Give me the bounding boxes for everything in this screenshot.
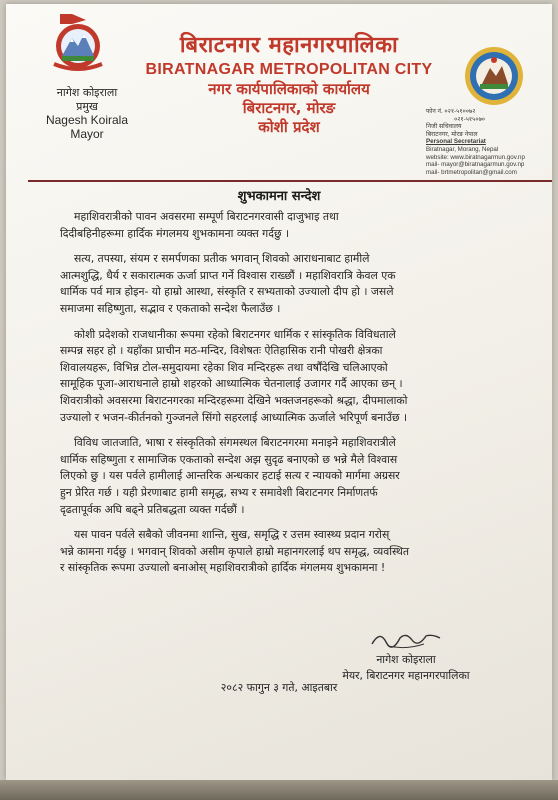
text-line: हुन प्रेरित गर्छ । यही प्रेरणाबाट हामी समृद्ध, सभ्य र समावेशी बिराटनगर निर्माणतर्फ [60,485,378,499]
contact-line: mail- mayor@biratnagarmun.gov.np [426,161,525,169]
contact-line: mail- brtmetropolitan@gmail.com [426,168,517,176]
text-line: लिएको छु । यस पर्वले हामीलाई आन्तरिक अन्धकार हटाई सत्य र न्यायको मार्गमा अग्रसर [60,469,400,483]
contact-line: website: www.biratnagarmun.gov.np [426,153,525,161]
text-line: दिदीबहिनीहरूमा हार्दिक मंगलमय शुभकामना व्यक्त गर्दछु । [60,226,290,240]
metropolitan-logo-icon [462,44,526,108]
contact-line: ०२१-५१५०७० [454,115,486,123]
text-line: यस पावन पर्वले सबैको जीवनमा शान्ति, सुख, समृद्धि र उत्तम स्वास्थ्य प्रदान गरोस् [74,528,390,542]
contact-line: Biratnagar, Morang, Nepal [426,145,499,153]
background-surface [0,780,558,800]
org-header [134,32,444,137]
office-name: नगर कार्यपालिकाको कार्यालय [208,80,370,98]
text-line: समाजमा सहिष्णुता, सद्भाव र एकताको सन्देश फैलाउँछ । [60,301,281,315]
text-line: शिवरात्रीको अवसरमा बिराटनगरका मन्दिरहरूमा देखिने भक्तजनहरूको श्रद्धा, दीपमालाको [60,393,408,407]
mayor-title-en: Mayor [70,127,104,141]
signature-block [306,626,506,684]
text-line: महाशिवरात्रीको पावन अवसरमा सम्पूर्ण बिराटनगरवासी दाजुभाइ तथा [74,210,339,223]
mayor-name-en: Nagesh Koirala [45,113,129,127]
office-address: बिराटनगर, मोरङ [242,99,336,117]
text-line: उज्यालो र भजन-कीर्तनको गुञ्जनले सिंगो सहरलाई आध्यात्मिक ऊर्जाले भरिपूर्ण बनाउँछ । [60,410,408,424]
mayor-block [32,86,142,141]
mayor-title-np: प्रमुख [76,99,98,113]
text-line: भन्ने कामना गर्दछु । भगवान् शिवको असीम कृपाले हाम्रो महानगरलाई थप समृद्ध, व्यवस्थित [60,544,410,558]
org-name-np: बिराटनगर महानगरपालिका [179,33,399,58]
text-line: सामूहिक पूजा-आराधनाले हाम्रो शहरको आध्यात्मिक चेतनालाई उजागर गर्दै आएका छन् । [60,377,403,391]
text-line: धार्मिक सहिष्णुता र सामाजिक एकताको सन्देश अझ सुदृढ बनाएको छ भन्ने मैले विश्वास [60,452,398,466]
paragraph [60,251,530,317]
paragraph [60,209,530,242]
letter-page [6,4,552,780]
paragraph [60,327,530,427]
handwritten-signature [366,626,446,652]
paragraph [60,435,530,518]
contact-line: फोन नं. ०२१-५१००७२ [426,108,476,115]
contact-line: बिराटनगर, मोरङ नेपाल [426,130,478,138]
province-name: कोशी प्रदेश [258,118,320,136]
text-line: दृढतापूर्वक अघि बढ्ने प्रतिबद्धता व्यक्त गर्दछौं । [60,502,245,516]
nepal-emblem-icon [46,12,110,76]
contact-line: निजी सचिवालय [426,123,462,131]
text-line: धार्मिक पर्व मात्र होइन- यो हाम्रो आस्था, संस्कृति र सभ्यताको उज्यालो दीप हो । जसले [60,285,394,299]
text-line: शिवालयहरू, विभिन्न टोल-समुदायमा रहेका शिव मन्दिरहरू तथा वर्षौंदेखि चलिआएको [60,360,388,374]
signer-name: नागेश कोइराला [376,653,436,666]
paragraph [60,527,530,577]
text-line: सम्पन्न सहर हो । यहाँका प्राचीन मठ-मन्दिर, विशेषतः ऐतिहासिक रानी पोखरी क्षेत्रका [60,344,383,358]
contact-line: Personal Secretariat [426,138,486,146]
text-line: कोशी प्रदेशको राजधानीका रूपमा रहेको बिराटनगर धार्मिक र सांस्कृतिक विविधताले [74,327,396,341]
header-divider [28,180,552,182]
letter-body [60,209,530,586]
text-line: सत्य, तपस्या, संयम र समर्पणका प्रतीक भगवान् शिवको आराधनाबाट हामीले [74,252,370,266]
letter-date: २०८२ फागुन ३ गते, आइतबार [220,681,338,694]
signer-title: मेयर, बिराटनगर महानगरपालिका [342,669,470,682]
text-line: आत्मशुद्धि, धैर्य र सकारात्मक ऊर्जा प्राप्त गर्ने विश्वास राख्छौं । महाशिवरात्रि केवल एक [60,268,396,282]
contact-block [426,108,552,176]
mayor-name-np: नागेश कोइराला [56,86,118,99]
letter-title: शुभकामना सन्देश [237,189,321,204]
text-line: विविध जातजाति, भाषा र संस्कृतिको संगमस्थल बिराटनगरमा मनाइने महाशिवरात्रीले [74,436,396,450]
org-name-en: BIRATNAGAR METROPOLITAN CITY [145,61,433,78]
text-line: र सांस्कृतिक रूपमा उज्यालो बनाओस् महाशिवरात्रीको हार्दिक मंगलमय शुभकामना ! [60,561,386,575]
